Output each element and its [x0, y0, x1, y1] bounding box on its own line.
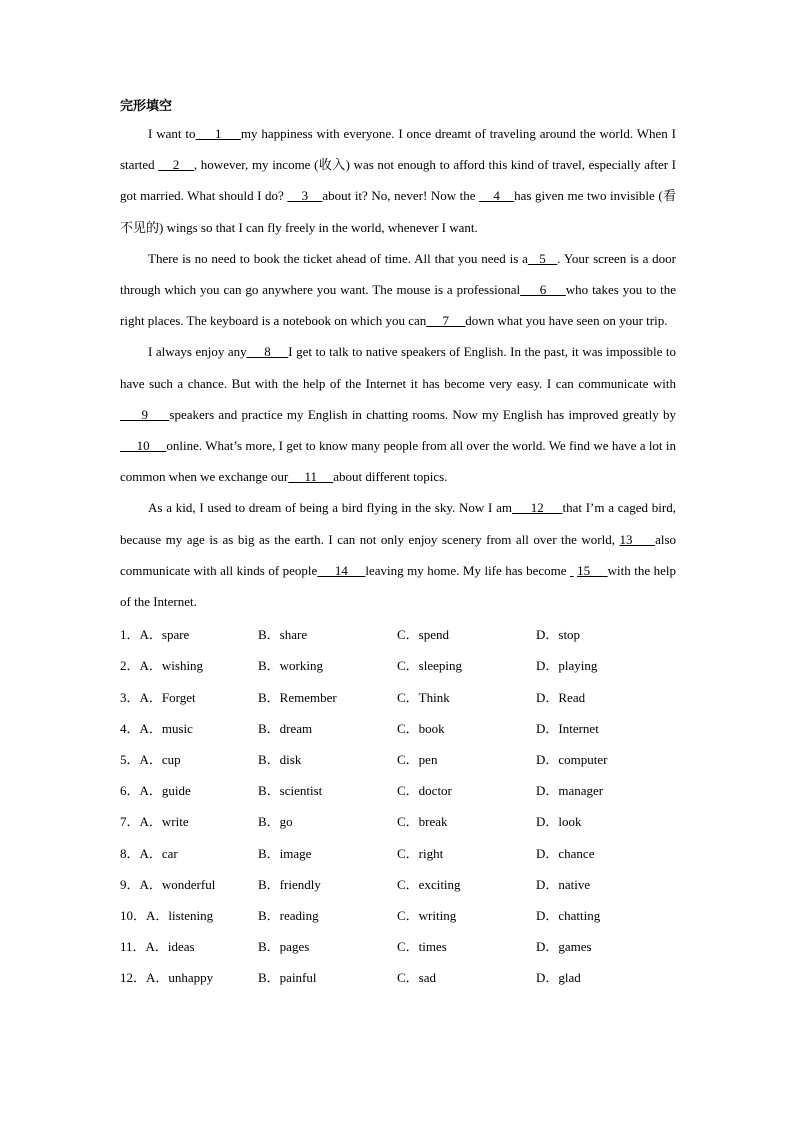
option-choice: C．times: [397, 939, 447, 955]
passage-text: As a kid, I used to dream of being a bird flying in the sky. Now I am: [148, 500, 512, 516]
question-options-row: [120, 650, 676, 681]
option-choice: C．pen: [397, 752, 438, 767]
answer-blank: 11: [288, 469, 334, 485]
option-choice: C．doctor: [397, 783, 452, 799]
passage-text: . Your screen is a door through which you can go anywhere you want. The mouse is a professional: [120, 250, 676, 298]
option-choice: B．friendly: [258, 876, 321, 892]
question-options-row: [120, 962, 676, 993]
option-choice: C．exciting: [397, 876, 461, 892]
answer-blank: 2: [158, 157, 194, 173]
passage-text: leaving my home. My life has become: [365, 562, 571, 578]
passage-text: that I’m a caged bird, because my age is as big as the earth. I can not only enjoy scenery from all over the world,: [120, 500, 676, 547]
passage-text: I want to: [148, 126, 196, 141]
passage-paragraph: [120, 118, 676, 243]
question-options-row: [120, 806, 676, 837]
option-choice: C．right: [397, 845, 444, 861]
answer-blank: 3: [287, 188, 323, 204]
passage-text: my happiness with everyone. I once dreamt of traveling around the world. When I started: [120, 126, 677, 173]
option-choice: 3．A．Forget: [120, 689, 196, 705]
passage-text: also communicate with all kinds of people: [120, 531, 677, 578]
options-list: [120, 619, 676, 993]
option-choice: D．playing: [536, 658, 598, 674]
option-choice: D．games: [536, 939, 592, 955]
option-choice: D．computer: [536, 752, 608, 767]
option-choice: D．native: [536, 876, 591, 892]
option-choice: D．stop: [536, 627, 581, 643]
option-choice: C．book: [397, 720, 445, 736]
option-choice: B．Remember: [258, 689, 337, 705]
passage-paragraph: [120, 243, 676, 337]
option-choice: 6．A．guide: [120, 783, 191, 799]
option-choice: B．go: [258, 814, 293, 830]
option-choice: B．reading: [258, 907, 319, 923]
answer-blank: 7: [426, 313, 466, 329]
option-choice: B．working: [258, 658, 324, 674]
passage-text: There is no need to book the ticket ahead of time. All that you need is a: [148, 250, 528, 266]
option-choice: 1．A．spare: [120, 627, 190, 643]
answer-blank: 14: [317, 562, 366, 578]
option-choice: D．look: [536, 814, 582, 830]
question-options-row: [120, 838, 676, 869]
option-choice: D．chance: [536, 845, 595, 861]
passage-text: with the help of the Internet.: [120, 562, 677, 610]
question-options-row: [120, 775, 676, 806]
answer-blank: 12: [511, 500, 563, 516]
option-choice: 11．A．ideas: [120, 939, 195, 955]
question-options-row: [120, 900, 676, 931]
question-options-row: [120, 869, 676, 900]
answer-blank: 10: [120, 438, 167, 454]
option-choice: D．Read: [536, 689, 586, 705]
answer-blank: 6: [520, 282, 566, 298]
answer-blank: 5: [527, 250, 558, 266]
option-choice: 10．A．listening: [120, 907, 214, 923]
option-choice: C．sad: [397, 970, 437, 986]
answer-blank: 13: [619, 531, 656, 547]
option-choice: 4．A．music: [120, 720, 193, 736]
option-choice: D．Internet: [536, 720, 599, 736]
option-choice: B．scientist: [258, 783, 323, 799]
section-heading: 完形填空: [120, 99, 173, 114]
option-choice: C．sleeping: [397, 658, 462, 674]
option-choice: C．Think: [397, 689, 450, 705]
passage-text: about it? No, never! Now the: [322, 188, 480, 204]
option-choice: 9．A．wonderful: [120, 876, 216, 892]
question-options-row: [120, 931, 676, 962]
passage-paragraph: [120, 492, 676, 617]
option-choice: 12．A．unhappy: [120, 970, 214, 986]
option-choice: C．break: [397, 814, 448, 830]
option-choice: 2．A．wishing: [120, 658, 204, 674]
passage-text: about different topics.: [333, 469, 448, 485]
passage-text: I always enjoy any: [148, 344, 247, 360]
option-choice: B．dream: [258, 720, 313, 736]
option-choice: 5．A．cup: [120, 752, 181, 767]
answer-blank: 8: [246, 344, 289, 360]
passage-text: I get to talk to native speakers of English. In the past, it was impossible to have such a chance. But with the help of the Internet it has become very easy. I can communicate with: [120, 344, 677, 391]
passage-text: online. What’s more, I get to know many people from all over the world. We find we have a lot in common when we exchange our: [120, 438, 676, 485]
option-choice: B．share: [258, 627, 308, 643]
option-choice: B．disk: [258, 752, 302, 767]
option-choice: 7．A．write: [120, 814, 189, 830]
question-options-row: [120, 744, 676, 775]
answer-blank: 15: [577, 562, 608, 578]
document-page: [120, 96, 676, 994]
cloze-passage: [120, 118, 676, 617]
option-choice: C．writing: [397, 907, 457, 923]
option-choice: D．chatting: [536, 907, 601, 923]
passage-text: , however, my income (收入) was not enough to afford this kind of travel, especially after I got married. What should I do?: [120, 157, 677, 204]
question-options-row: [120, 713, 676, 744]
option-choice: 8．A．car: [120, 845, 178, 861]
answer-blank: 9: [120, 406, 170, 422]
option-choice: B．image: [258, 845, 312, 861]
passage-text: down what you have seen on your trip.: [465, 313, 668, 329]
option-choice: D．glad: [536, 970, 581, 986]
answer-blank: 1: [195, 126, 241, 141]
passage-text: speakers and practice my English in chatting rooms. Now my English has improved greatly by: [169, 406, 677, 422]
option-choice: D．manager: [536, 783, 604, 799]
option-choice: C．spend: [397, 627, 450, 643]
option-choice: B．pages: [258, 939, 310, 955]
answer-blank: 4: [479, 188, 515, 204]
option-choice: B．painful: [258, 970, 317, 986]
passage-paragraph: [120, 336, 676, 492]
passage-text: has given me two invisible (看不见的) wings so that I can fly freely in the world, whenever I want.: [120, 188, 676, 235]
question-options-row: [120, 619, 676, 650]
passage-text: who takes you to the right places. The keyboard is a notebook on which you can: [120, 282, 677, 329]
question-options-row: [120, 682, 676, 713]
